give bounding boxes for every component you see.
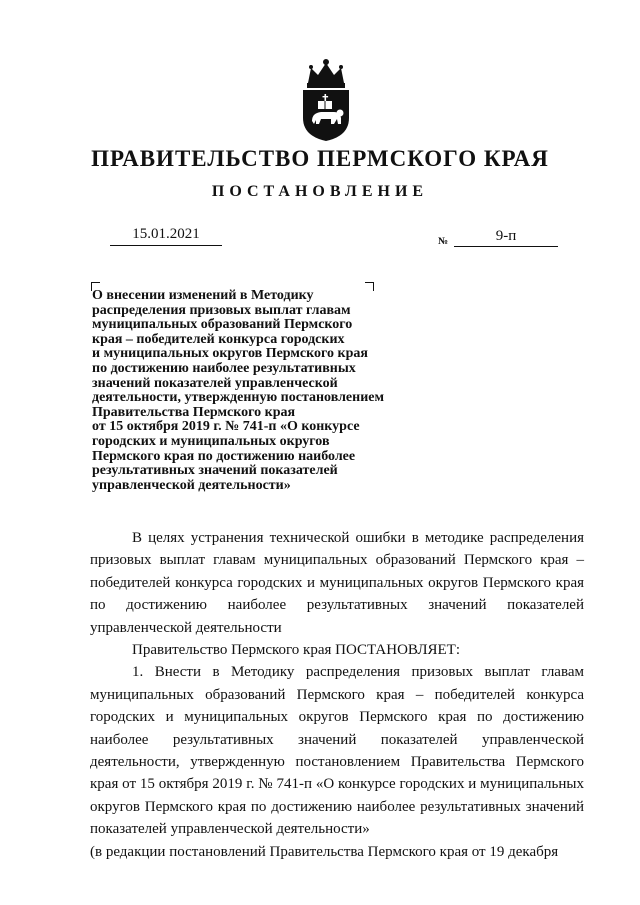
preamble-paragraph: В целях устранения технической ошибки в методике распределения призовых выплат главам муниципальных образований Пермского края – победителей конкурса городских и муниципальных округов Пермского края по достижению наиболее результативных значений показателей управленческой деятельности <box>90 530 584 636</box>
document-subject <box>92 289 422 493</box>
subject-line: по достижению наиболее результативных <box>92 360 356 376</box>
subject-line: распределения призовых выплат главам <box>92 302 351 318</box>
subject-line: муниципальных образований Пермского <box>92 317 353 333</box>
subject-line: значений показателей управленческой <box>92 375 338 391</box>
subject-line: управленческой деятельности» <box>92 477 291 493</box>
subject-line: края – победителей конкурса городских <box>92 331 345 347</box>
document-body <box>90 527 584 863</box>
subject-line: Правительства Пермского края <box>92 404 296 420</box>
item-1-continuation: (в редакции постановлений Правительства Пермского края от 19 декабря <box>90 843 559 860</box>
subject-line: городских и муниципальных округов <box>92 433 330 449</box>
subject-line: результативных значений показателей <box>92 463 338 479</box>
subject-line: и муниципальных округов Пермского края <box>92 346 368 362</box>
subject-line: Пермского края по достижению наиболее <box>92 448 356 464</box>
resolves-paragraph: Правительство Пермского края ПОСТАНОВЛЯЕТ: <box>132 642 461 659</box>
document-type: ПОСТАНОВЛЕНИЕ <box>211 183 429 200</box>
subject-line: деятельности, утвержденную постановлением <box>92 390 385 406</box>
document-date: 15.01.2021 <box>110 226 222 246</box>
subject-line: О внесении изменений в Методику <box>92 288 314 303</box>
document-number: 9-п <box>454 228 558 247</box>
government-title: ПРАВИТЕЛЬСТВО ПЕРМСКОГО КРАЯ <box>91 146 549 171</box>
number-sign: № <box>438 236 449 247</box>
subject-line: от 15 октября 2019 г. № 741-п «О конкурсе <box>92 419 360 435</box>
perm-coat-of-arms-icon <box>299 58 353 142</box>
item-1-paragraph: 1. Внести в Методику распределения призовых выплат главам муниципальных образований Пермского края – победителей конкурса городских и муниципальных округов Пермского края по достижению наиболее результативных значений показателей управленческой деятельности, утвержденную постановлением Правительства Пермского края от 15 октября 2019 г. № 741-п «О конкурсе городских и муниципальных округов Пермского края по достижению наиболее результативных значений показателей управленческой деятельности» <box>90 664 584 838</box>
